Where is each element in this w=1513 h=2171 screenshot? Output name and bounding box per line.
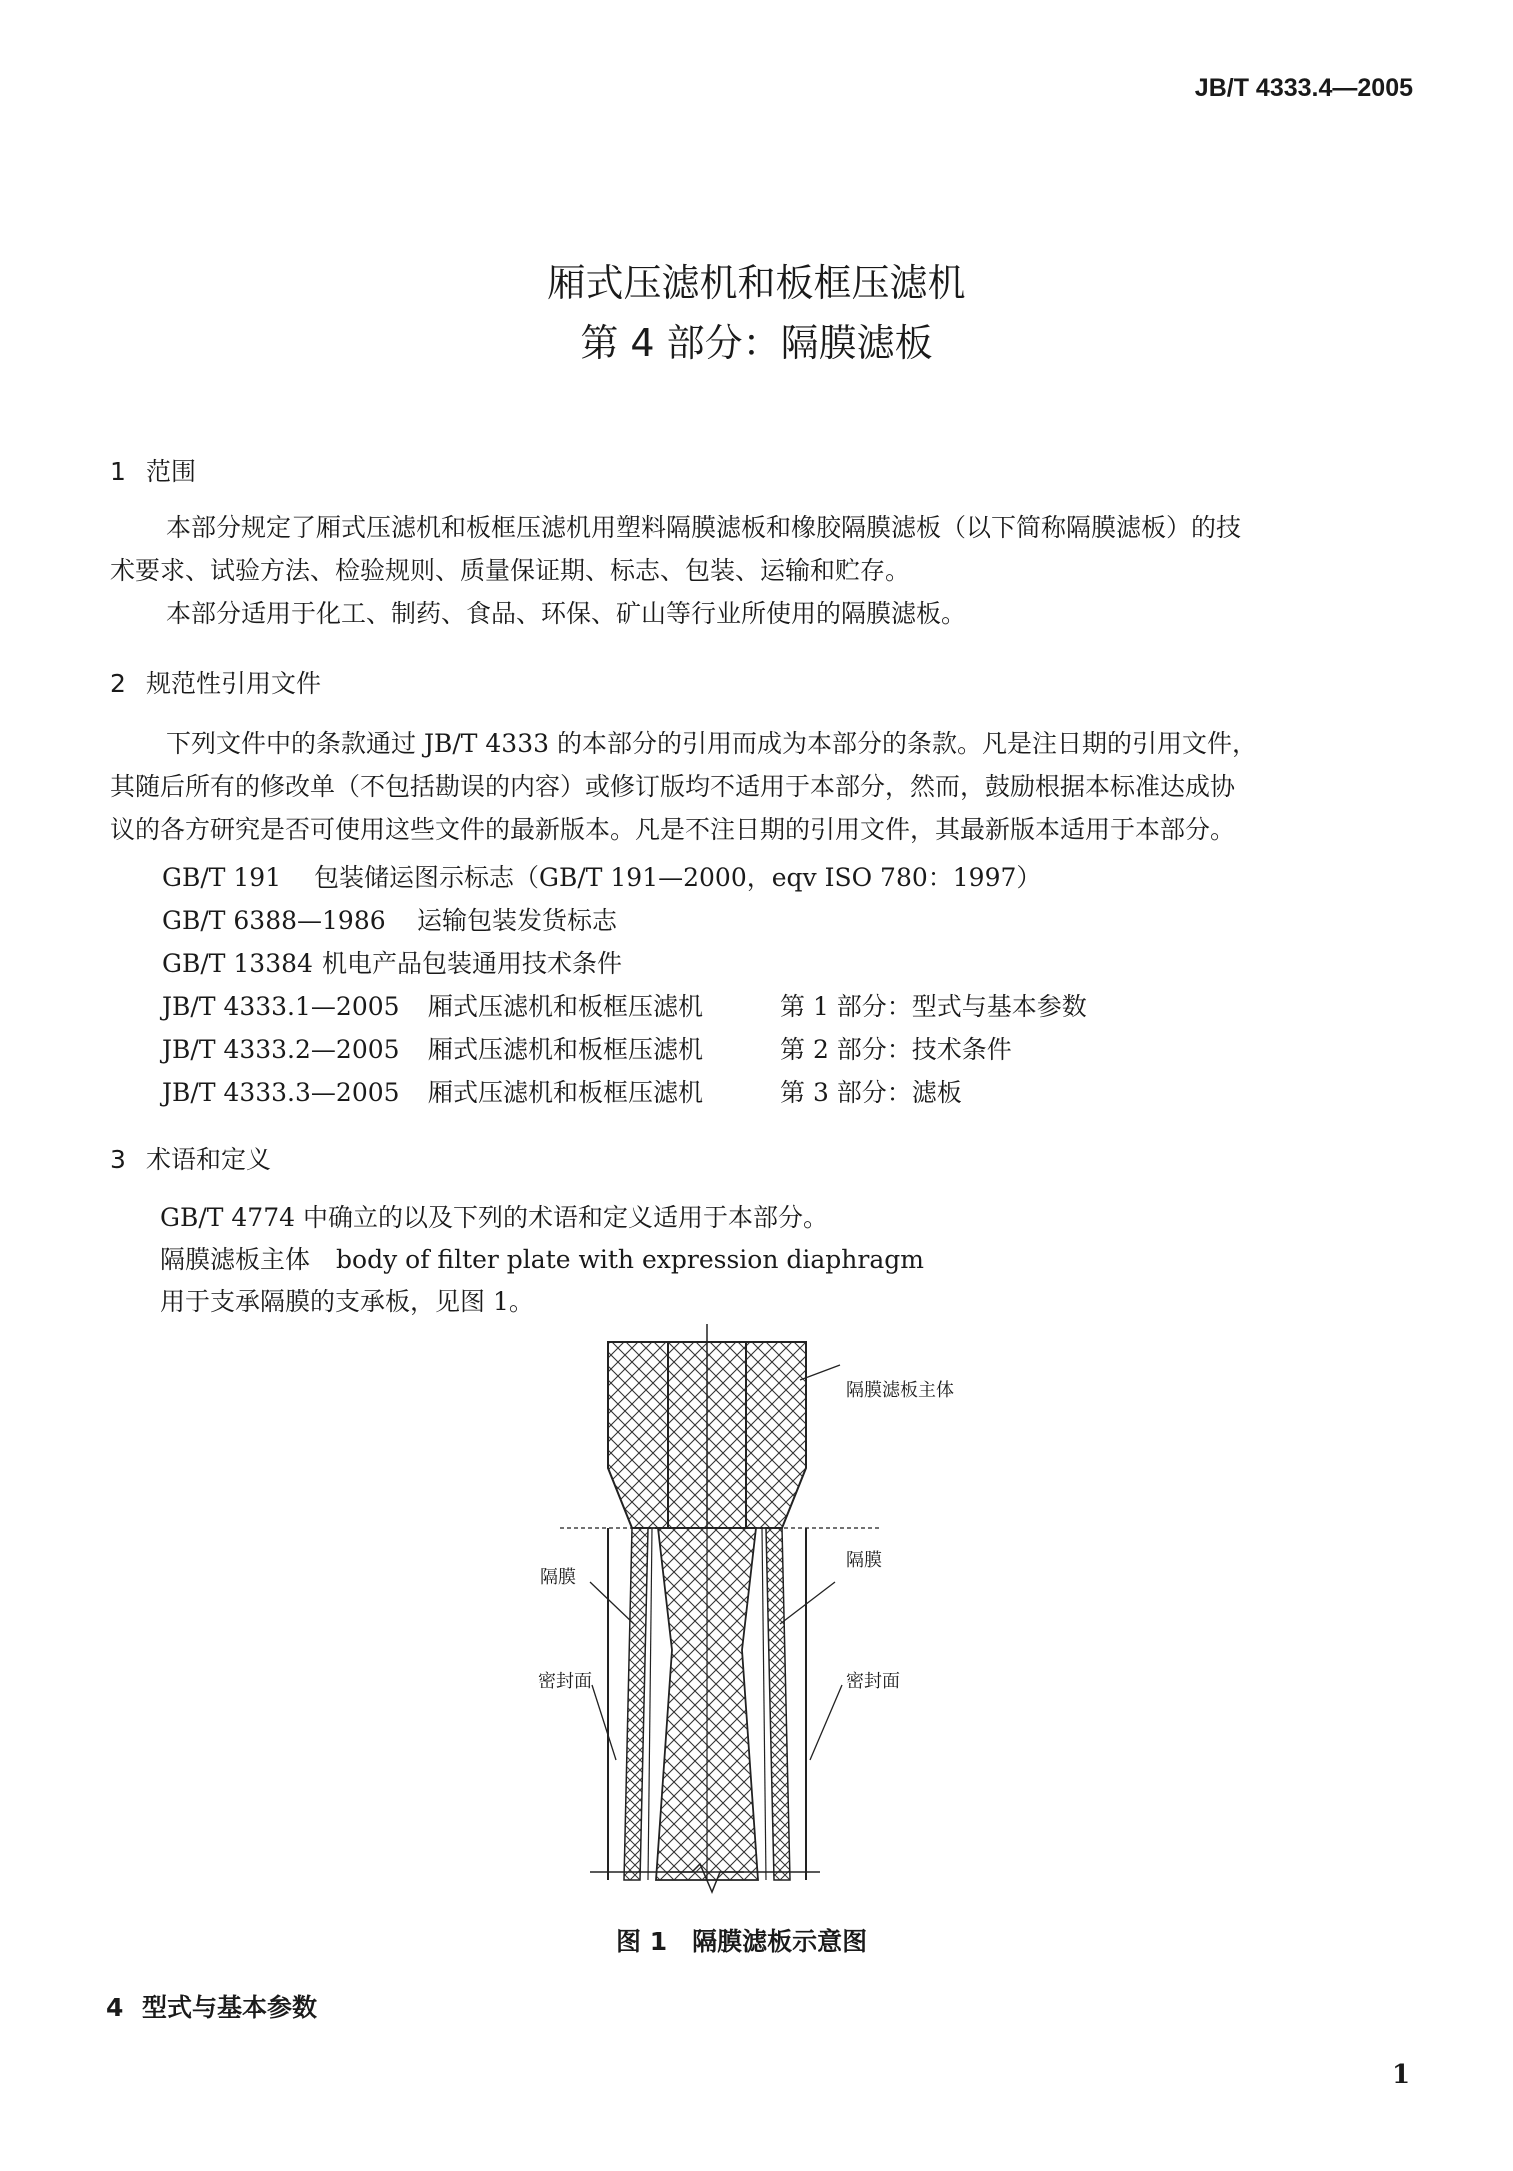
figure-label-diaphragm-left: 隔膜 bbox=[540, 1567, 576, 1588]
section-1-heading bbox=[110, 452, 196, 488]
section-title: 规范性引用文件 bbox=[146, 669, 322, 698]
section-4-heading bbox=[106, 1988, 317, 2024]
section-title: 型式与基本参数 bbox=[142, 1993, 318, 2022]
paragraph: 用于支承隔膜的支承板，见图 1。 bbox=[160, 1287, 534, 1316]
figure-caption: 图 1 隔膜滤板示意图 bbox=[616, 1927, 868, 1956]
paragraph: 其随后所有的修改单（不包括勘误的内容）或修订版均不适用于本部分，然而，鼓励根据本标准达成协 bbox=[110, 772, 1236, 801]
section-2-heading bbox=[110, 664, 321, 700]
figure-label-seal-right: 密封面 bbox=[846, 1671, 900, 1692]
reference-part: 第 1 部分：型式与基本参数 bbox=[780, 992, 1087, 1021]
term-chinese: 隔膜滤板主体 bbox=[160, 1245, 311, 1274]
reference-title: 厢式压滤机和板框压滤机 bbox=[428, 992, 704, 1021]
reference-code: JB/T 4333.1—2005 bbox=[162, 992, 400, 1021]
paragraph: 下列文件中的条款通过 JB/T 4333 的本部分的引用而成为本部分的条款。凡是注日期的引用文件， bbox=[166, 729, 1257, 758]
leader-diaphragm-left bbox=[590, 1582, 634, 1624]
paragraph: GB/T 4774 中确立的以及下列的术语和定义适用于本部分。 bbox=[160, 1203, 828, 1232]
reference-title: 运输包装发货标志 bbox=[417, 906, 618, 935]
reference-part: 第 3 部分：滤板 bbox=[780, 1078, 962, 1107]
figure-diaphragm-plate bbox=[520, 1320, 960, 1900]
section-3-heading bbox=[110, 1140, 271, 1176]
reference-item bbox=[162, 901, 617, 937]
standard-code: JB/T 4333.4—2005 bbox=[1194, 74, 1413, 102]
diaphragm-left bbox=[624, 1528, 648, 1880]
paragraph: 本部分适用于化工、制药、食品、环保、矿山等行业所使用的隔膜滤板。 bbox=[166, 599, 967, 628]
page-number: 1 bbox=[1392, 2060, 1411, 2090]
figure-label-diaphragm-right: 隔膜 bbox=[846, 1550, 882, 1571]
figure-label-seal-left: 密封面 bbox=[538, 1671, 592, 1692]
section-number: 2 bbox=[110, 669, 126, 698]
document-subtitle: 第 4 部分：隔膜滤板 bbox=[580, 321, 933, 365]
leader-seal-left bbox=[592, 1685, 616, 1760]
figure-label-body: 隔膜滤板主体 bbox=[846, 1380, 954, 1401]
section-number: 4 bbox=[106, 1993, 124, 2022]
reference-code: GB/T 13384 bbox=[162, 949, 313, 978]
section-number: 3 bbox=[110, 1145, 126, 1174]
leader-diaphragm-right bbox=[780, 1582, 835, 1624]
reference-item bbox=[162, 858, 1041, 894]
reference-title: 包装储运图示标志（GB/T 191—2000，eqv ISO 780：1997） bbox=[314, 863, 1042, 892]
term-entry bbox=[160, 1238, 924, 1281]
document-title: 厢式压滤机和板框压滤机 bbox=[547, 261, 966, 305]
reference-code: JB/T 4333.3—2005 bbox=[162, 1078, 400, 1107]
term-english: body of filter plate with expression diaphragm bbox=[336, 1245, 924, 1274]
section-title: 范围 bbox=[146, 457, 197, 486]
chamber-gap-right bbox=[762, 1528, 766, 1880]
reference-code: GB/T 6388—1986 bbox=[162, 906, 386, 935]
reference-title: 机电产品包装通用技术条件 bbox=[322, 949, 623, 978]
reference-code: JB/T 4333.2—2005 bbox=[162, 1035, 400, 1064]
reference-part: 第 2 部分：技术条件 bbox=[780, 1035, 1012, 1064]
reference-title: 厢式压滤机和板框压滤机 bbox=[428, 1035, 704, 1064]
section-number: 1 bbox=[110, 457, 126, 486]
section-title: 术语和定义 bbox=[146, 1145, 272, 1174]
reference-code: GB/T 191 bbox=[162, 863, 282, 892]
reference-item bbox=[162, 944, 622, 980]
reference-item bbox=[162, 1030, 1012, 1066]
paragraph: 术要求、试验方法、检验规则、质量保证期、标志、包装、运输和贮存。 bbox=[110, 556, 911, 585]
leader-seal-right bbox=[810, 1685, 842, 1760]
plate-body-top bbox=[608, 1324, 806, 1528]
paragraph: 议的各方研究是否可使用这些文件的最新版本。凡是不注日期的引用文件，其最新版本适用于本部分。 bbox=[110, 815, 1236, 844]
reference-title: 厢式压滤机和板框压滤机 bbox=[428, 1078, 704, 1107]
chamber-gap-left bbox=[648, 1528, 652, 1880]
diaphragm-right bbox=[766, 1528, 790, 1880]
reference-item bbox=[162, 987, 1087, 1023]
paragraph: 本部分规定了厢式压滤机和板框压滤机用塑料隔膜滤板和橡胶隔膜滤板（以下简称隔膜滤板）的技 bbox=[166, 513, 1242, 542]
reference-item bbox=[162, 1073, 962, 1109]
